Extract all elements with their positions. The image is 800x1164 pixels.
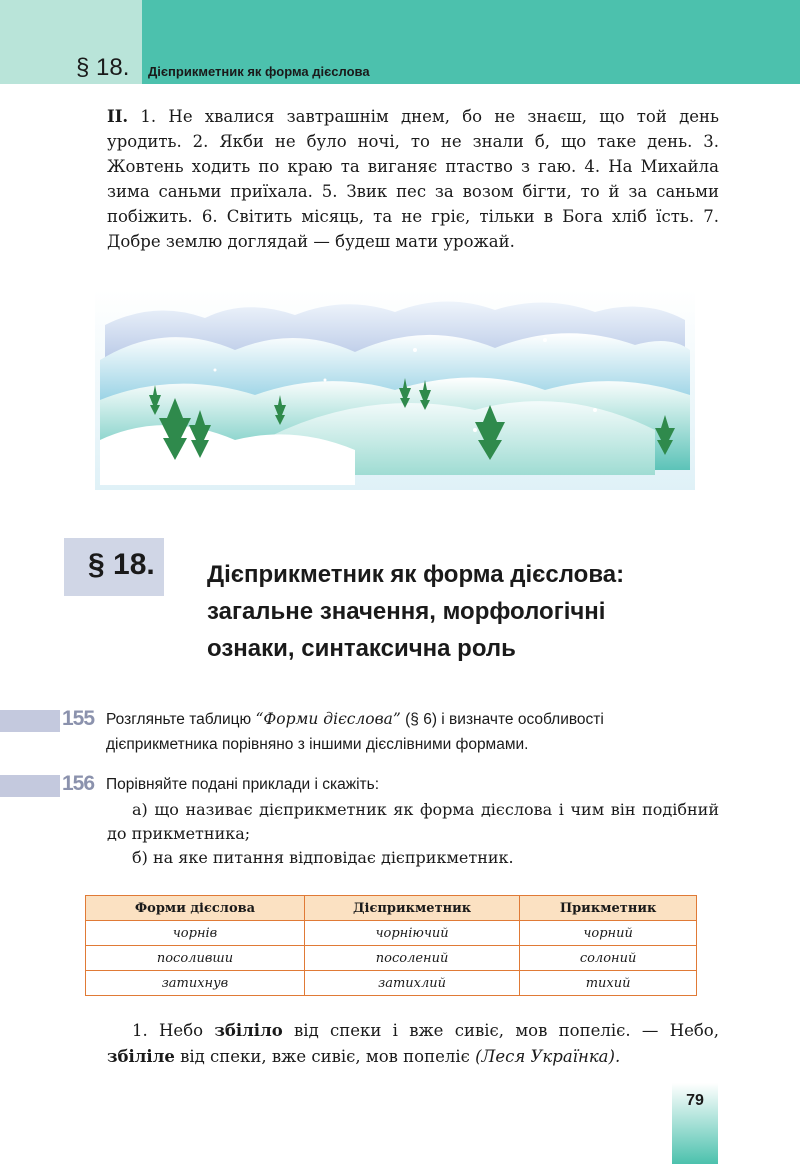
table-header-cell: Форми дієслова bbox=[86, 896, 305, 921]
exercise-155-number: 155 bbox=[62, 707, 95, 730]
sentence-text: від спеки, вже сивіє, мов попеліє bbox=[174, 1047, 476, 1066]
example-sentence-1 bbox=[107, 1018, 719, 1070]
table-row bbox=[86, 971, 697, 996]
exercise-155-pre: Розгляньте таблицю bbox=[106, 711, 256, 728]
table-cell: тихий bbox=[520, 971, 697, 996]
section-title-line-2: загальне значення, морфологічні bbox=[207, 598, 606, 625]
exercise-156-text: Порівняйте подані приклади і скажіть: bbox=[106, 776, 380, 793]
running-section-number: § 18. bbox=[76, 54, 130, 81]
exercise-ii-body: 1. Не хвалися завтрашнім днем, бо не знаєш, що той день уродить. 2. Якби не було ночі, то не знали б, що таке день. 3. Жовтень ходить по краю та виганяє птаство з гаю. 4. На Михайла зима саньми приїхала. 5. Звик пес за возом бігти, то й за саньми побіжить. 6. Світить місяць, та не гріє, тільки в Бога хліб їсть. 7. Добре землю доглядай — будеш мати урожай. bbox=[107, 107, 719, 251]
section-number: § 18. bbox=[88, 548, 155, 581]
table-header-cell: Прикметник bbox=[520, 896, 697, 921]
exercise-156-question-b: б) на яке питання відповідає дієприкметник. bbox=[132, 848, 514, 867]
table-header-row bbox=[86, 896, 697, 921]
exercise-155-text bbox=[106, 707, 718, 757]
winter-landscape-illustration bbox=[95, 290, 695, 490]
page-number: 79 bbox=[686, 1092, 704, 1109]
sentence-citation: (Леся Українка). bbox=[475, 1047, 621, 1066]
table-cell: посолений bbox=[304, 946, 519, 971]
exercise-156-number: 156 bbox=[62, 772, 95, 795]
table-cell: посоливши bbox=[86, 946, 305, 971]
table-row bbox=[86, 946, 697, 971]
exercise-156-marker bbox=[0, 775, 60, 797]
exercise-ii-label: II. bbox=[107, 107, 129, 126]
table-row bbox=[86, 921, 697, 946]
sentence-text: 1. Небо bbox=[132, 1021, 215, 1040]
table-header-cell: Дієприкметник bbox=[304, 896, 519, 921]
sentence-text: від спеки і вже сивіє, мов попеліє. — Небо, bbox=[282, 1021, 719, 1040]
section-title-line-3: ознаки, синтаксична роль bbox=[207, 635, 516, 662]
exercise-155-post: (§ 6) і визначте особливості дієприкметника порівняно з іншими дієслівними формами. bbox=[106, 711, 604, 753]
exercise-155-table-ref: “Форми дієслова” bbox=[255, 710, 401, 728]
running-section-title: Дієприкметник як форма дієслова bbox=[148, 64, 370, 79]
section-title bbox=[207, 556, 727, 667]
exercise-155-marker bbox=[0, 710, 60, 732]
verb-forms-table bbox=[85, 895, 697, 996]
table-cell: затихнув bbox=[86, 971, 305, 996]
table-cell: чорнів bbox=[86, 921, 305, 946]
sentence-bold-word: збіліле bbox=[107, 1047, 175, 1066]
table-cell: затихлий bbox=[304, 971, 519, 996]
table-cell: солоний bbox=[520, 946, 697, 971]
sentence-bold-word: збіліло bbox=[214, 1021, 283, 1040]
table-cell: чорний bbox=[520, 921, 697, 946]
table-cell: чорніючий bbox=[304, 921, 519, 946]
exercise-ii-text bbox=[107, 104, 719, 254]
exercise-156-question-a: а) що називає дієприкметник як форма дієслова і чим він подібний до прикметника; bbox=[107, 800, 719, 843]
section-title-line-1: Дієприкметник як форма дієслова: bbox=[207, 561, 625, 588]
